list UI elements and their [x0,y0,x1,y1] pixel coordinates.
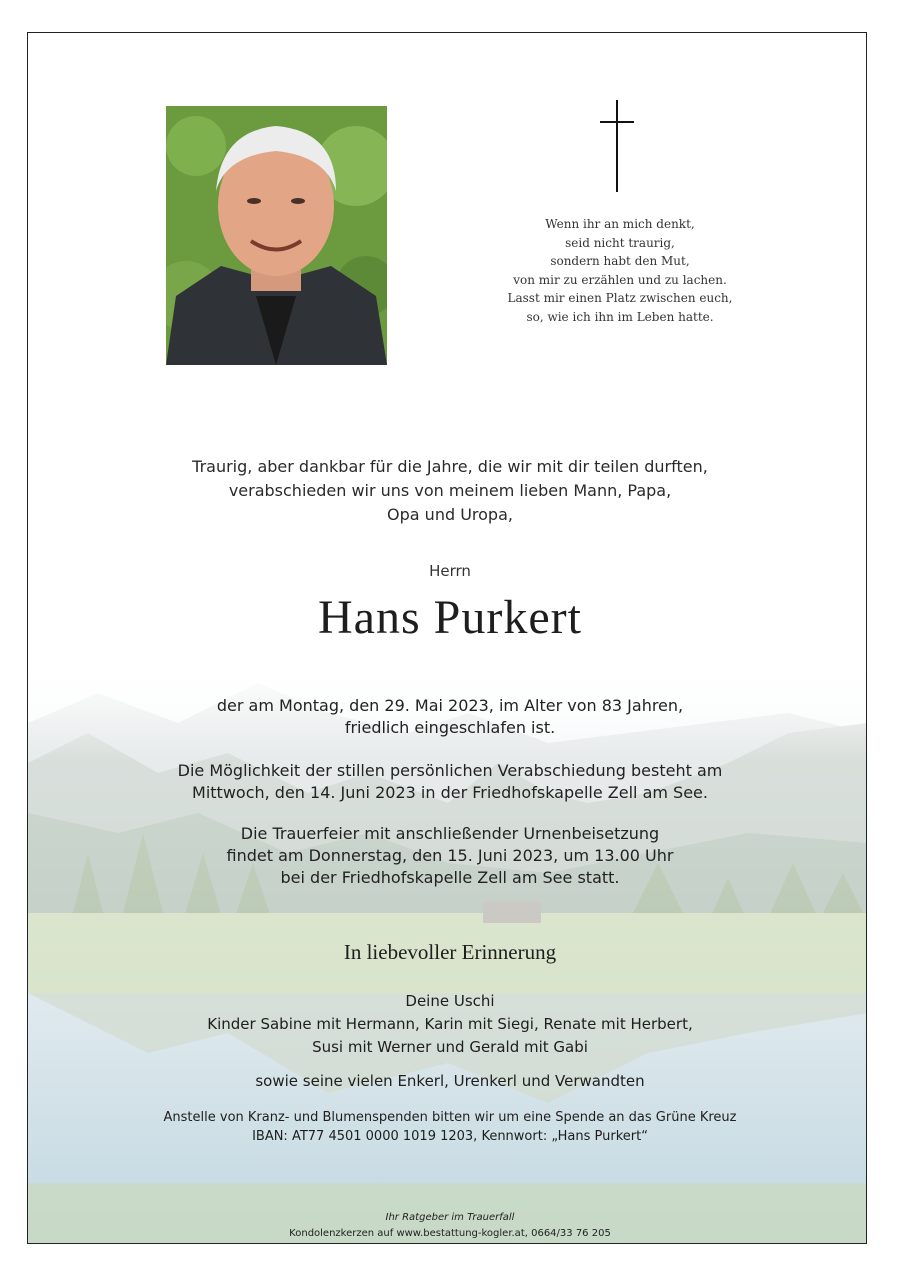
death-line: friedlich eingeschlafen ist. [344,718,556,737]
footer-ratgeber: Ihr Ratgeber im Trauerfall [385,1212,515,1223]
farewell-line: Die Möglichkeit der stillen persönlichen Verabschiedung besteht am [177,761,723,780]
donation-request [0,1108,900,1146]
donation-line: Anstelle von Kranz- und Blumenspenden bitten wir um eine Spende an das Grüne Kreuz [163,1110,737,1125]
deceased-name: Hans Purkert [318,591,582,644]
quote-line: Wenn ihr an mich denkt, [545,217,695,231]
ceremony-info [0,823,900,889]
death-notice [0,695,900,739]
relatives-line: sowie seine vielen Enkerl, Urenkerl und Verwandten [255,1072,645,1090]
death-line: der am Montag, den 29. Mai 2023, im Alter von 83 Jahren, [216,696,684,715]
ceremony-line: Die Trauerfeier mit anschließender Urnenbeisetzung [240,824,660,843]
intro-line: Opa und Uropa, [387,505,513,524]
intro-text [0,455,900,527]
family-list [0,990,900,1059]
family-line: Kinder Sabine mit Hermann, Karin mit Siegi, Renate mit Herbert, [207,1015,693,1033]
memory-heading: In liebevoller Erinnerung [343,940,557,964]
quote-line: so, wie ich ihn im Leben hatte. [526,309,714,324]
quote-line: Lasst mir einen Platz zwischen euch, [507,291,733,305]
farewell-info [0,760,900,804]
salutation: Herrn [429,562,471,580]
ceremony-line: bei der Friedhofskapelle Zell am See statt. [280,868,620,887]
footer [0,1210,900,1242]
quote-line: von mir zu erzählen und zu lachen. [513,272,727,287]
quote-line: seid nicht traurig, [565,235,675,250]
family-line: Deine Uschi [405,992,495,1010]
donation-iban: IBAN: AT77 4501 0000 1019 1203, Kennwort: „Hans Purkert“ [252,1129,648,1144]
cross-icon [600,100,634,192]
intro-line: Traurig, aber dankbar für die Jahre, die wir mit dir teilen durften, [192,457,708,476]
footer-contact: Kondolenzkerzen auf www.bestattung-kogler.at, 0664/33 76 205 [289,1228,611,1239]
farewell-line: Mittwoch, den 14. Juni 2023 in der Friedhofskapelle Zell am See. [192,783,708,802]
intro-line: verabschieden wir uns von meinem lieben Mann, Papa, [228,481,672,500]
memorial-quote [480,215,760,326]
quote-line: sondern habt den Mut, [550,254,690,268]
ceremony-line: findet am Donnerstag, den 15. Juni 2023, um 13.00 Uhr [226,846,674,865]
family-line: Susi mit Werner und Gerald mit Gabi [312,1038,588,1056]
portrait-photo [166,106,387,365]
